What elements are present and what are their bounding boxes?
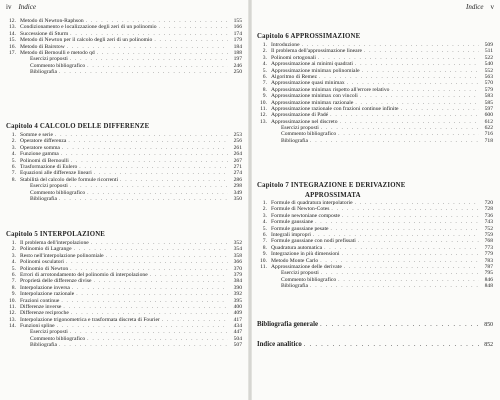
toc-entry-page: 540 [484, 61, 493, 68]
toc-entry-page: 507 [233, 342, 242, 349]
toc-entry-number: 10. [260, 99, 267, 106]
toc-entry-number: 8. [11, 284, 16, 291]
right-page-header [466, 3, 494, 11]
toc-entry-number: 3. [11, 144, 16, 151]
toc-entry-number [6, 69, 16, 75]
left-top-section [6, 18, 242, 76]
toc-entry-page: 563 [484, 73, 493, 80]
toc-entry-number: 5. [262, 225, 267, 232]
toc-entry-page: 736 [484, 212, 493, 219]
toc-entry-page: 720 [484, 200, 493, 206]
toc-entry-page: 447 [233, 329, 242, 336]
toc-entry-title: Formule newtoniane composte [271, 212, 340, 219]
toc-entry-page: 246 [233, 62, 242, 69]
toc-entry-number: 5. [11, 157, 16, 164]
toc-entry-number: 16. [9, 43, 16, 50]
toc-entry-page: 597 [484, 105, 493, 112]
toc-entry-number [6, 342, 16, 348]
toc-entry-page: 197 [233, 56, 242, 63]
toc-leader-dots [310, 283, 479, 289]
left-page-number: iv [6, 3, 12, 11]
closing-section [257, 320, 493, 350]
toc-entry-number: 13. [260, 118, 267, 125]
toc-entry-page: 166 [233, 24, 242, 31]
toc-entry-page: 716 [484, 131, 493, 138]
toc-entry-page: 787 [484, 263, 493, 270]
analytic-index-row: Indice analitico . . . 852 [257, 340, 493, 350]
toc-entry-page: 612 [484, 118, 493, 125]
toc-entry-number: 12. [260, 112, 267, 119]
toc-entry-title: Resto nell'interpolazione polinomiale [20, 252, 104, 259]
toc-entry-title: Commento bibliografico [281, 131, 337, 138]
toc-entry-number: 1. [11, 240, 16, 246]
toc-entry [6, 342, 242, 348]
toc-entry-page: 188 [233, 49, 242, 56]
toc-entry-title: Differenze inverse [20, 303, 62, 310]
toc-entry-number: 5. [262, 67, 267, 74]
toc-entry-title: Esercizi proposti [30, 183, 68, 190]
toc-entry-page: 271 [233, 163, 242, 170]
toc-leader-dots [310, 138, 479, 144]
toc-entry-page: 174 [233, 30, 242, 37]
toc-entry-number: 1. [262, 42, 267, 48]
toc-entry-number: 7. [262, 238, 267, 245]
toc-entry-page: 395 [233, 297, 242, 304]
chapter-7-section [257, 181, 493, 289]
toc-entry-page: 743 [484, 219, 493, 226]
toc-entry-number: 9. [262, 251, 267, 258]
toc-entry-title: Integrali impropri [271, 231, 311, 238]
toc-entry-title: Formule gaussiane [271, 219, 314, 226]
toc-entry-number: 14. [9, 323, 16, 330]
toc-entry-page: 552 [484, 67, 493, 74]
left-page-header [6, 3, 36, 11]
chapter-6-title: Capitolo 6 APPROSSIMAZIONE [257, 33, 361, 40]
toc-entry-title: Approssimazione minimax con vincoli [271, 93, 358, 100]
general-bibliography-row: Bibliografia generale . . . 850 [257, 320, 493, 330]
toc-entry-page: 286 [233, 176, 242, 183]
toc-entry-page: 298 [233, 183, 242, 190]
toc-entry-title: Equazioni alle differenze lineari [20, 170, 92, 177]
toc-entry-title: Formule gaussiane pesate [271, 225, 329, 232]
chapter-4-title: Capitolo 4 CALCOLO DELLE DIFFERENZE [6, 123, 150, 130]
toc-entry-number: 15. [9, 37, 16, 44]
toc-entry-page: 434 [233, 323, 242, 330]
toc-entry-page: 779 [484, 251, 493, 258]
toc-entry-title: Approssimazione ai minimi quadrati [271, 61, 353, 68]
toc-entry-page: 354 [233, 246, 242, 253]
toc-entry-number [257, 138, 267, 144]
chapter-7-title: Capitolo 7 INTEGRAZIONE E DERIVAZIONE [257, 182, 406, 189]
toc-entry-title: Metodo di Newton per il calcolo degli zeri di un polinomio [20, 37, 153, 44]
toc-entry-title: Il problema dell'interpolazione [20, 240, 89, 246]
toc-entry-number: 6. [11, 163, 16, 170]
toc-entry-page: 350 [233, 195, 242, 202]
toc-entry-title: Commento bibliografico [30, 335, 86, 342]
toc-entry-page: 409 [233, 310, 242, 317]
toc-entry-page: 379 [233, 271, 242, 278]
toc-entry-page: 400 [233, 303, 242, 310]
toc-entry-page: 759 [484, 231, 493, 238]
toc-entry-number: 7. [11, 170, 16, 177]
toc-entry-number: 2. [11, 138, 16, 145]
chapter-7-entries [257, 200, 493, 289]
toc-entry-page: 267 [233, 157, 242, 164]
toc-entry-title: Approssimazione minimax polinomiale [271, 67, 360, 74]
toc-entry-title: Frazioni continue [20, 297, 60, 304]
toc-entry-page: 585 [484, 99, 493, 106]
toc-entry-title: Trasformazione di Eulero [20, 163, 78, 170]
toc-entry-number: 3. [262, 54, 267, 61]
chapter-6-section [257, 32, 493, 144]
toc-entry-number: 8. [11, 176, 16, 183]
toc-entry-number: 7. [11, 278, 16, 285]
toc-entry-title: Approssimazione minimax rispetto all'errore relativo [271, 86, 390, 93]
toc-entry-title: Esercizi proposti [30, 56, 68, 63]
toc-entry-title: Formule gaussiane con nodi prefissati [271, 238, 356, 245]
toc-entry-title: Formule di quadratura interpolatorie [271, 200, 353, 206]
toc-entry-page: 261 [233, 144, 242, 151]
toc-entry-title: Bibliografia [281, 137, 309, 144]
toc-entry-title: Metodo di Newton-Raphson [20, 18, 84, 24]
toc-entry-number: 9. [262, 93, 267, 100]
toc-entry-title: Operatore somma [20, 144, 60, 151]
chapter-6-entries [257, 42, 493, 144]
toc-entry-number: 4. [11, 151, 16, 158]
toc-entry-page: 184 [233, 43, 242, 50]
chapter-5-entries [6, 240, 242, 349]
toc-entry-title: Interpolazione razionale [20, 291, 75, 298]
toc-entry-number: 13. [9, 24, 16, 31]
right-page [251, 0, 500, 400]
toc-entry-title: Metodo di Bairstow [20, 43, 65, 50]
toc-entry-title: Commento bibliografico [281, 276, 337, 283]
toc-entry-title: Errori di arrotondamento del polinomio di interpolazione [20, 271, 148, 278]
left-page [0, 0, 249, 400]
toc-entry-number: 2. [262, 48, 267, 55]
toc-entry-page: 846 [484, 276, 493, 283]
toc-entry-page: 848 [484, 283, 493, 290]
toc-entry-title: Approssimazione delle derivate [271, 263, 342, 270]
toc-entry-number: 7. [262, 80, 267, 87]
toc-entry-title: Approssimazione razionale con frazioni continue infinite [271, 105, 399, 112]
toc-entry-page: 509 [484, 42, 493, 48]
toc-entry-page: 773 [484, 244, 493, 251]
toc-entry [257, 138, 493, 144]
toc-entry-number: 9. [11, 291, 16, 298]
toc-leader-dots [59, 69, 228, 75]
toc-entry-page: 390 [233, 284, 242, 291]
toc-entry-number: 4. [262, 219, 267, 226]
toc-entry-title: Successione di Sturm [20, 30, 69, 37]
toc-entry-number: 2. [262, 206, 267, 213]
toc-entry-number: 3. [262, 212, 267, 219]
toc-entry-number: 10. [260, 257, 267, 264]
toc-entry-number: 3. [11, 252, 16, 259]
toc-entry-title: Polinomi ortogonali [271, 54, 316, 61]
toc-entry-page: 579 [484, 86, 493, 93]
toc-entry-page: 728 [484, 206, 493, 213]
right-page-number: v [490, 3, 494, 11]
toc-entry-title: Approssimazione minimax razionale [271, 99, 354, 106]
toc-entry-title: Metodo Monte Carlo [271, 257, 319, 264]
toc-leader-dots [59, 342, 228, 348]
toc-entry-number: 8. [262, 86, 267, 93]
toc-entry-title: Bibliografia [281, 283, 309, 290]
toc-entry-page: 504 [233, 335, 242, 342]
toc-entry-page: 274 [233, 170, 242, 177]
toc-entry-title: Polinomio di Newton [20, 265, 69, 272]
toc-entry-title: Esercizi proposti [30, 329, 68, 336]
toc-entry-number: 2. [11, 246, 16, 253]
toc-entry-page: 264 [233, 151, 242, 158]
toc-entry-title: Polinomio di Lagrange [20, 246, 72, 253]
toc-entry-page: 392 [233, 291, 242, 298]
toc-entry-page: 352 [233, 240, 242, 246]
toc-entry-title: Funzioni spline [20, 323, 55, 330]
toc-entry-title: Formule di Newton-Cotes [271, 206, 330, 213]
toc-entry-page: 366 [233, 259, 242, 266]
toc-entry-page: 795 [484, 270, 493, 277]
toc-entry-title: Proprietà delle differenze divise [20, 278, 92, 285]
toc-entry-page: 250 [233, 69, 242, 76]
toc-entry-title: Il problema dell'approssimazione lineare [271, 48, 362, 55]
toc-leader-dots [59, 196, 228, 202]
toc-entry-page: 783 [484, 257, 493, 264]
toc-entry-title: Operatore differenza [20, 138, 67, 145]
chapter-4-entries [6, 132, 242, 202]
toc-entry-page: 256 [233, 138, 242, 145]
toc-entry-title: Bibliografia [30, 195, 58, 202]
toc-entry-number: 8. [262, 244, 267, 251]
toc-entry-number: 6. [11, 271, 16, 278]
toc-entry-title: Differenze reciproche [20, 310, 69, 317]
toc-entry-title: Bibliografia [30, 69, 58, 76]
toc-entry-page: 179 [233, 37, 242, 44]
toc-entry-title: Esercizi proposti [281, 270, 319, 277]
toc-entry-page: 384 [233, 278, 242, 285]
toc-entry-title: Stabilità del calcolo delle formule ricorrenti [20, 176, 119, 183]
toc-entry-title: Esercizi proposti [281, 125, 319, 132]
chapter-7-title-continued: APPROSSIMATA [305, 192, 361, 199]
toc-entry-page: 600 [484, 112, 493, 119]
toc-entry-title: Polinomi osculatori [20, 259, 64, 266]
toc-entry-title: Integrazione in più dimensioni [271, 251, 340, 258]
toc-entry-page: 752 [484, 225, 493, 232]
toc-entry-number: 13. [9, 316, 16, 323]
toc-entry-title: Commento bibliografico [30, 62, 86, 69]
toc-entry-title: Interpolazione inversa [20, 284, 70, 291]
toc-entry-number: 14. [9, 30, 16, 37]
toc-entry-number: 1. [262, 200, 267, 206]
toc-entry-title: Algoritmo di Remez [271, 73, 317, 80]
toc-entry-page: 768 [484, 238, 493, 245]
toc-entry-title: Approssimazione di Padé [271, 112, 329, 119]
toc-entry-number [6, 196, 16, 202]
toc-entry-title: Approssimazione quasi minimax [271, 80, 345, 87]
toc-entry-page: 349 [233, 189, 242, 196]
toc-entry-title: Approssimazione nel discreto [271, 118, 338, 125]
toc-entry-title: Somme e serie [20, 132, 53, 138]
toc-entry [6, 69, 242, 75]
toc-entry-title: Interpolazione trigonometrica e trasformata discreta di Fourier [20, 316, 160, 323]
toc-entry-page: 358 [233, 252, 242, 259]
toc-entry-number: 10. [9, 297, 16, 304]
toc-entry-page: 253 [233, 132, 242, 138]
toc-entry-number: 12. [9, 18, 16, 24]
right-page-title: Indice [466, 3, 484, 11]
toc-entry-title: Condizionamento e localizzazione degli zeri di un polinomio [20, 24, 157, 31]
chapter-4-section [6, 122, 242, 202]
toc-entry-title: Polinomi di Bernoulli [20, 157, 69, 164]
toc-entry-number: 17. [9, 49, 16, 56]
toc-entry-page: 155 [233, 18, 242, 24]
toc-entry-page: 583 [484, 93, 493, 100]
toc-entry-title: Metodo di Bernoulli e metodo qd [20, 49, 95, 56]
toc-entry [257, 283, 493, 289]
toc-entry-page: 622 [484, 125, 493, 132]
toc-entry-title: Commento bibliografico [30, 189, 86, 196]
chapter-5-section [6, 230, 242, 349]
toc-entry-number: 11. [9, 303, 16, 310]
toc-entry-page: 370 [233, 265, 242, 272]
toc-entry-title: Funzione gamma [20, 151, 59, 158]
toc-entry-page: 570 [484, 80, 493, 87]
toc-entry-title: Quadratura automatica [271, 244, 323, 251]
toc-entry-page: 522 [484, 54, 493, 61]
toc-entry-number: 6. [262, 73, 267, 80]
chapter-5-title: Capitolo 5 INTERPOLAZIONE [6, 231, 106, 238]
toc-entry-number: 11. [260, 105, 267, 112]
toc-entry-number: 1. [11, 132, 16, 138]
toc-entry-title: Introduzione [271, 42, 300, 48]
toc-entry-number: 5. [11, 265, 16, 272]
toc-entry-title: Bibliografia [30, 342, 58, 349]
toc-entry-number [257, 283, 267, 289]
toc-entry-number: 11. [260, 263, 267, 270]
toc-entry-number: 4. [11, 259, 16, 266]
toc-entry [6, 196, 242, 202]
toc-entry-page: 718 [484, 137, 493, 144]
toc-entry-number: 4. [262, 61, 267, 68]
toc-entry-number: 6. [262, 231, 267, 238]
toc-entry-page: 417 [233, 316, 242, 323]
left-page-title: Indice [18, 3, 36, 11]
toc-entry-number: 12. [9, 310, 16, 317]
toc-entry-page: 511 [484, 48, 493, 55]
